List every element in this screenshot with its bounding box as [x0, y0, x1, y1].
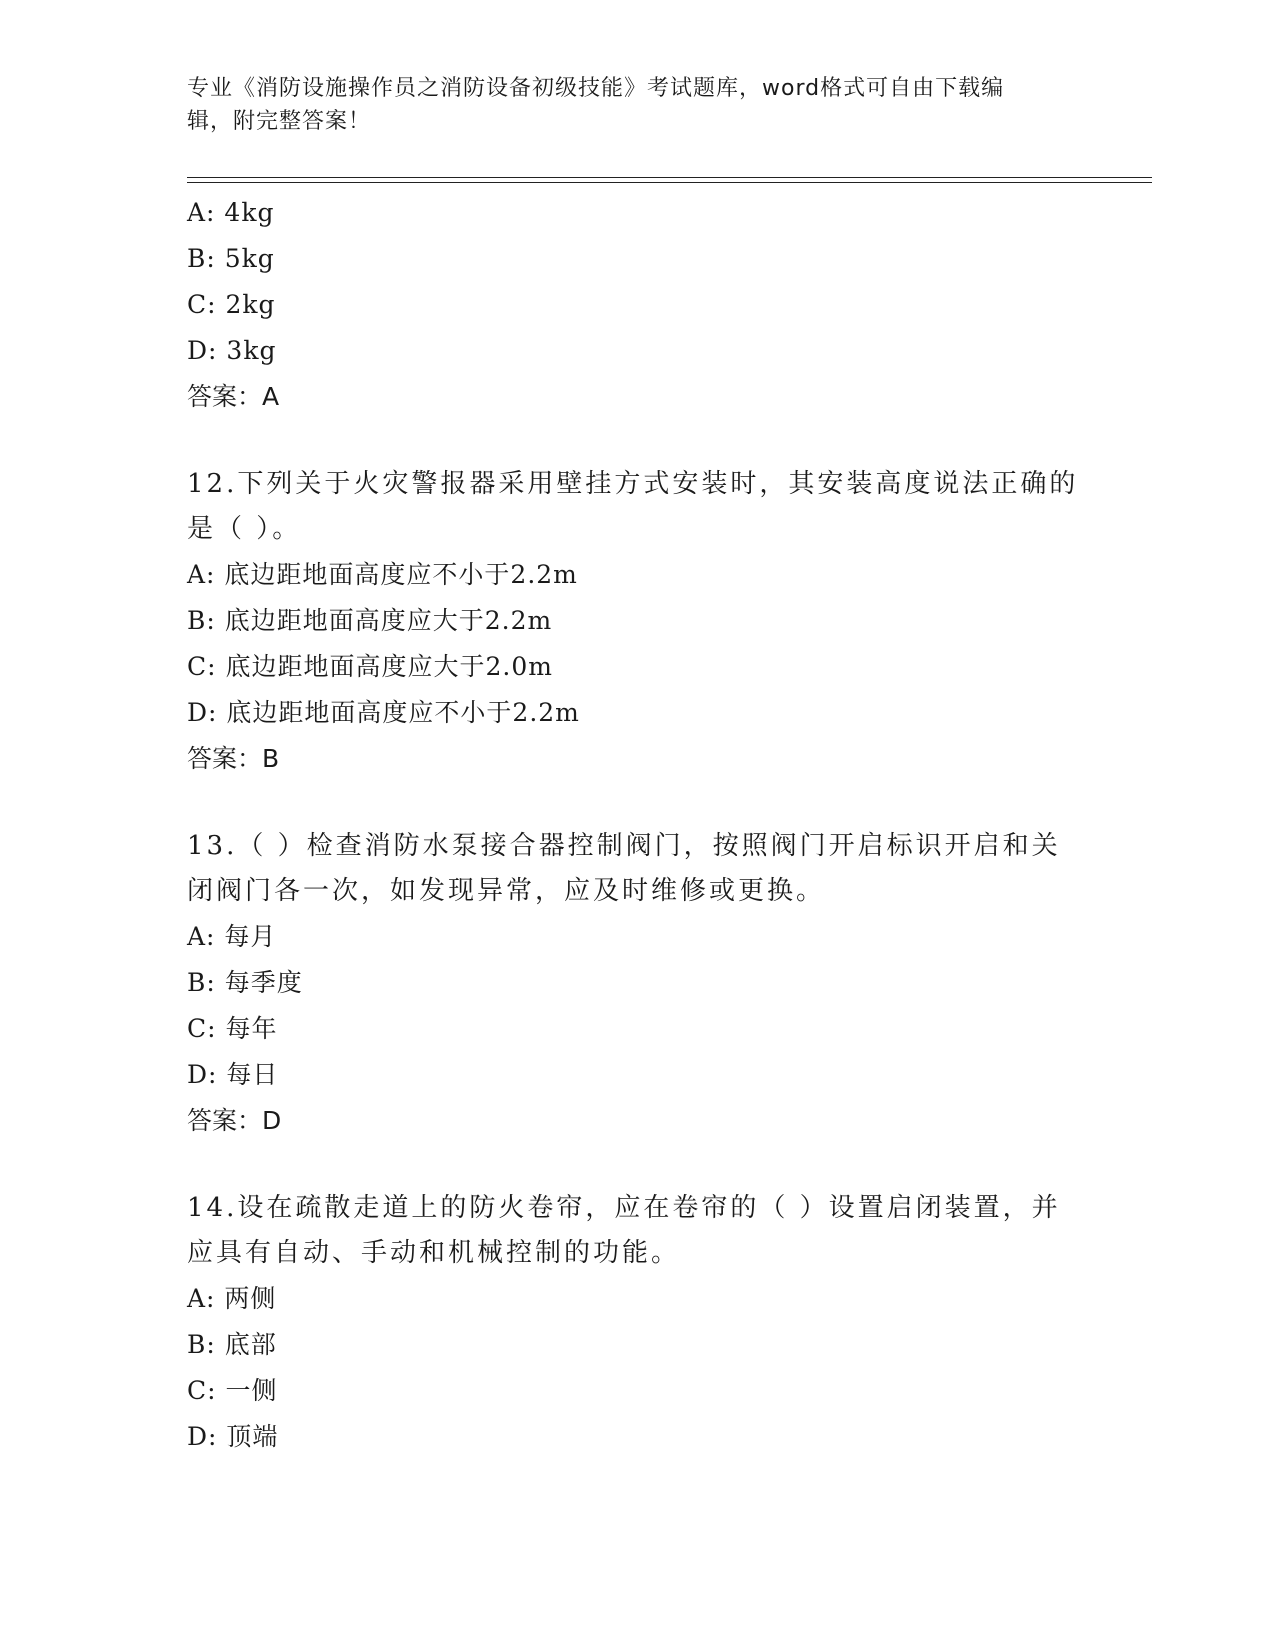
question-12 — [187, 462, 1087, 782]
option-c: C: 一侧 — [187, 1376, 278, 1405]
question-stem-line-1: 13.（ ）检查消防水泵接合器控制阀门，按照阀门开启标识开启和关 — [187, 831, 1061, 861]
option-b: B: 5kg — [187, 244, 275, 273]
option-b: B: 每季度 — [187, 968, 303, 997]
header-divider-bottom — [187, 182, 1152, 183]
option-c: C: 每年 — [187, 1014, 278, 1043]
header-line-2: 辑，附完整答案！ — [187, 109, 372, 134]
option-d: D: 3kg — [187, 336, 277, 365]
document-header — [187, 72, 1087, 138]
question-stem — [187, 462, 1087, 552]
question-stem-line-1: 12.下列关于火灾警报器采用壁挂方式安装时，其安装高度说法正确的 — [187, 469, 1079, 499]
option-b: B: 底部 — [187, 1330, 277, 1359]
answer: 答案：B — [187, 744, 280, 773]
question-14 — [187, 1186, 1087, 1460]
question-stem-line-2: 闭阀门各一次，如发现异常，应及时维修或更换。 — [187, 876, 826, 906]
header-line-1: 专业《消防设施操作员之消防设备初级技能》考试题库，word格式可自由下载编 — [187, 76, 1005, 101]
option-d: D: 顶端 — [187, 1422, 279, 1451]
option-c: C: 2kg — [187, 290, 276, 319]
header-divider-top — [187, 177, 1152, 178]
option-a: A: 两侧 — [187, 1284, 277, 1313]
option-c: C: 底边距地面高度应大于2.0m — [187, 652, 553, 681]
question-stem-line-2: 应具有自动、手动和机械控制的功能。 — [187, 1238, 681, 1268]
question-stem-line-1: 14.设在疏散走道上的防火卷帘，应在卷帘的（ ）设置启闭装置，并 — [187, 1193, 1061, 1223]
spacer — [187, 782, 1087, 824]
spacer — [187, 420, 1087, 462]
option-a: A: 底边距地面高度应不小于2.2m — [187, 560, 578, 589]
answer: 答案：D — [187, 1106, 282, 1135]
option-a: A: 每月 — [187, 922, 277, 951]
option-a: A: 4kg — [187, 198, 275, 227]
option-d: D: 底边距地面高度应不小于2.2m — [187, 698, 580, 727]
question-stem — [187, 824, 1087, 914]
question-11 — [187, 190, 1087, 420]
option-d: D: 每日 — [187, 1060, 279, 1089]
option-b: B: 底边距地面高度应大于2.2m — [187, 606, 553, 635]
question-13 — [187, 824, 1087, 1144]
question-stem — [187, 1186, 1087, 1276]
answer: 答案：A — [187, 382, 280, 411]
spacer — [187, 1144, 1087, 1186]
question-list — [187, 190, 1087, 1460]
question-stem-line-2: 是（ ）。 — [187, 514, 302, 544]
